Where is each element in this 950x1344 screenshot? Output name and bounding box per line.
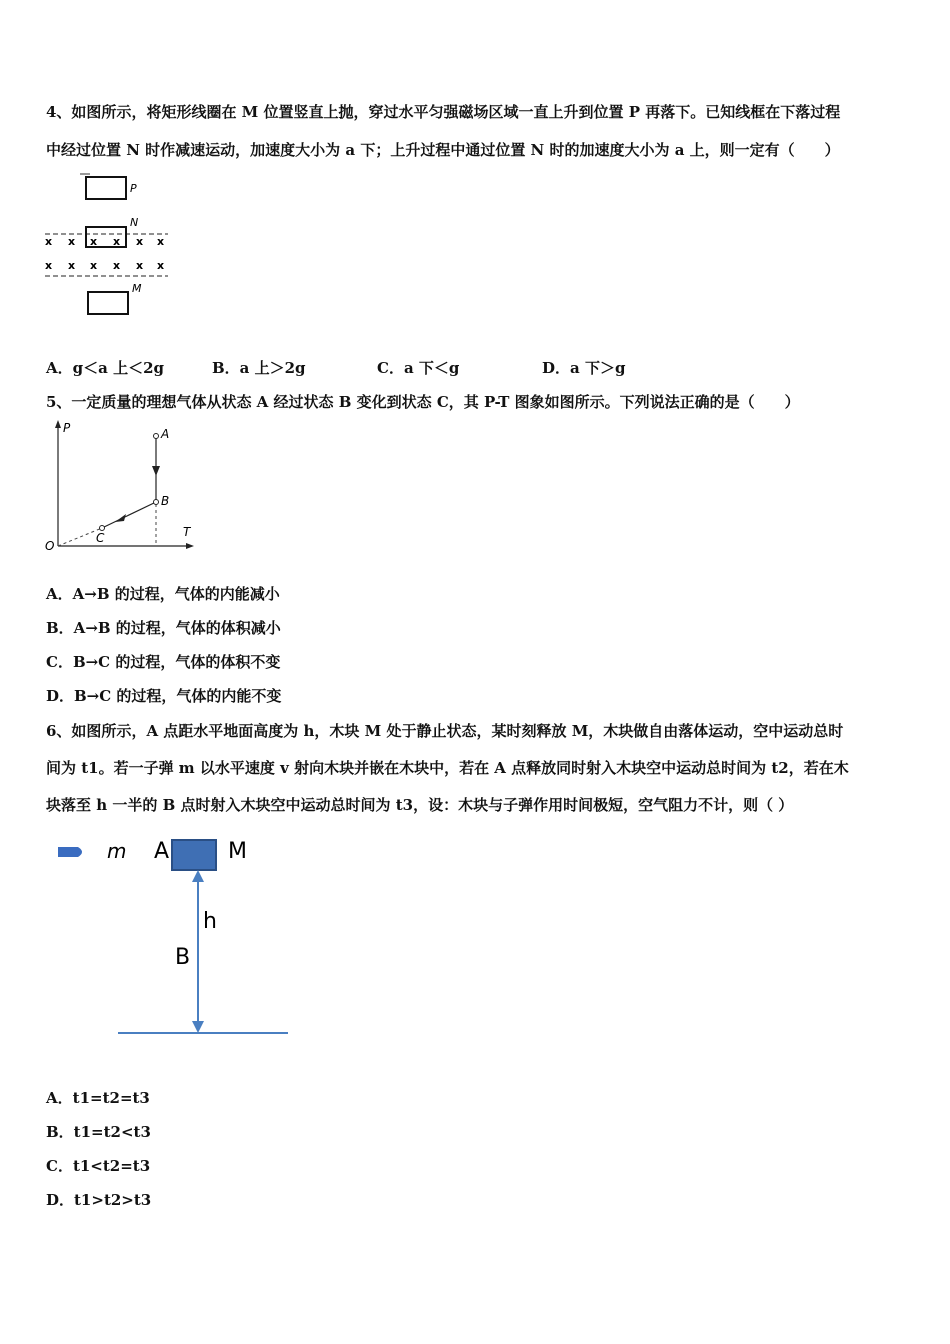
field-mark: x — [45, 235, 53, 248]
q5-option-b[interactable]: B．A→B 的过程，气体的体积减小 — [46, 619, 281, 637]
label-p: P — [130, 182, 137, 195]
magnetic-field-marks — [45, 235, 164, 272]
field-mark: x — [68, 259, 76, 272]
origin-label: O — [45, 539, 55, 553]
q4-option-d[interactable]: D．a 下＞g — [542, 359, 626, 377]
q5-stem: 5、一定质量的理想气体从状态 A 经过状态 B 变化到状态 C，其 P-T 图象如图所示。下列说法正确的是（ ） — [46, 393, 800, 411]
q4-figure — [40, 170, 180, 330]
process-bc — [102, 502, 156, 528]
q5-option-c[interactable]: C．B→C 的过程，气体的体积不变 — [46, 653, 281, 671]
height-arrow-up — [192, 870, 204, 882]
label-n: N — [130, 216, 139, 229]
q6-stem-line3: 块落至 h 一半的 B 点时射入木块空中运动总时间为 t3，设：木块与子弹作用时间极短，空气阻力不计，则（ ） — [46, 796, 794, 814]
q6-stem-line2: 间为 t1。若一子弹 m 以水平速度 v 射向木块并嵌在木块中，若在 A 点释放同时射入木块空中运动总时间为 t2，若在木 — [46, 759, 849, 777]
bullet — [58, 847, 82, 857]
q5-option-a[interactable]: A．A→B 的过程，气体的内能减小 — [46, 585, 280, 603]
point-c — [100, 526, 105, 531]
q4-stem-line1: 4、如图所示，将矩形线圈在 M 位置竖直上抛，穿过水平匀强磁场区域一直上升到位置 P 再落下。已知线框在下落过程 — [46, 103, 841, 121]
label-bullet-m: m — [107, 839, 127, 863]
field-mark: x — [113, 235, 121, 248]
height-arrow-down — [192, 1021, 204, 1033]
field-mark: x — [45, 259, 53, 272]
label-block-m: M — [228, 839, 247, 864]
q6-option-b[interactable]: B．t1=t2<t3 — [46, 1123, 151, 1141]
q4-option-a[interactable]: A．g＜a 上＜2g — [46, 359, 164, 377]
q6-option-c[interactable]: C．t1<t2=t3 — [46, 1157, 151, 1175]
arrow-ab — [152, 466, 160, 476]
q6-option-d[interactable]: D．t1>t2>t3 — [46, 1191, 152, 1209]
label-point-a: A — [154, 839, 170, 864]
field-mark: x — [157, 235, 165, 248]
coil-at-m — [88, 292, 128, 314]
field-mark: x — [90, 235, 98, 248]
field-mark: x — [136, 259, 144, 272]
field-mark: x — [136, 235, 144, 248]
q4-option-b[interactable]: B．a 上＞2g — [212, 359, 306, 377]
field-mark: x — [68, 235, 76, 248]
label-point-b: B — [175, 945, 191, 970]
x-axis-arrow — [186, 543, 194, 549]
field-mark: x — [90, 259, 98, 272]
label-a: A — [161, 427, 170, 441]
field-mark: x — [157, 259, 165, 272]
label-m: M — [132, 282, 142, 295]
q5-option-d[interactable]: D．B→C 的过程，气体的内能不变 — [46, 687, 282, 705]
q4-option-c[interactable]: C．a 下＜g — [377, 359, 460, 377]
q6-option-a[interactable]: A．t1=t2=t3 — [46, 1089, 150, 1107]
q6-figure — [50, 830, 300, 1040]
q6-stem-line1: 6、如图所示，A 点距水平地面高度为 h，木块 M 处于静止状态，某时刻释放 M，木块做自由落体运动，空中运动总时 — [46, 722, 844, 740]
q5-pt-graph — [40, 418, 200, 558]
point-a — [154, 434, 159, 439]
point-b — [154, 500, 159, 505]
label-h: h — [203, 909, 217, 934]
label-c: C — [96, 531, 105, 545]
axis-label-t: T — [183, 525, 191, 539]
y-axis-arrow — [55, 420, 61, 428]
axis-label-p: P — [63, 421, 71, 435]
q4-stem-line2: 中经过位置 N 时作减速运动，加速度大小为 a 下；上升过程中通过位置 N 时的加速度大小为 a 上，则一定有（ ） — [46, 141, 840, 159]
label-b: B — [161, 494, 170, 508]
coil-at-p — [86, 177, 126, 199]
field-mark: x — [113, 259, 121, 272]
wood-block — [172, 840, 216, 870]
